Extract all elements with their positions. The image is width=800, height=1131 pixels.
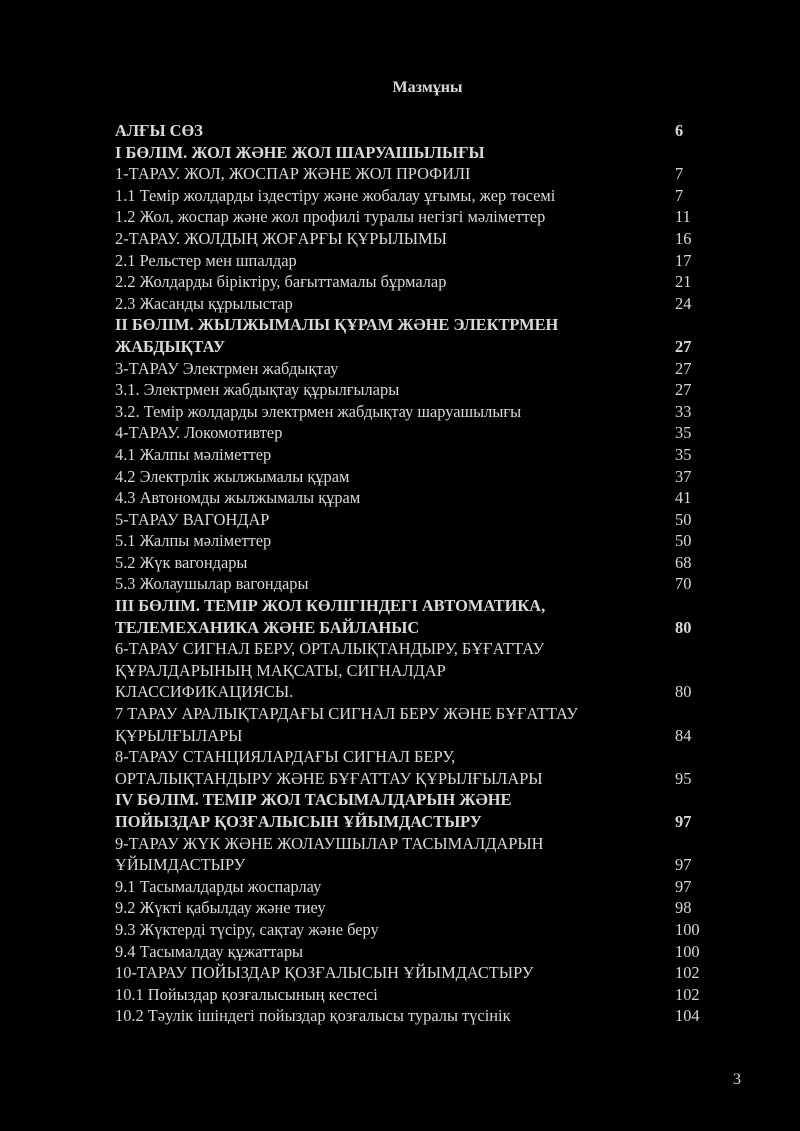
- toc-entry: [115, 379, 715, 401]
- toc-entry-title: ОРТАЛЫҚТАНДЫРУ ЖӘНЕ БҰҒАТТАУ ҚҰРЫЛҒЫЛАРЫ: [115, 768, 543, 788]
- toc-entry-title: 2.3 Жасанды құрылыстар: [115, 293, 293, 313]
- toc-entry-page: 7: [675, 185, 684, 205]
- toc-entry-page: 98: [675, 898, 692, 918]
- toc-entry-title: КЛАССИФИКАЦИЯСЫ.: [115, 682, 294, 702]
- toc-entry: [115, 789, 715, 832]
- toc-entry-page: 97: [675, 855, 692, 875]
- toc-entry-page: 21: [675, 272, 692, 292]
- toc-entry-page: 50: [675, 531, 692, 551]
- toc-entry-title: ТЕЛЕМЕХАНИКА ЖӘНЕ БАЙЛАНЫС: [115, 617, 420, 637]
- toc-entry: [115, 573, 715, 595]
- toc-entry-page: 80: [675, 682, 692, 702]
- toc-entry-page: 11: [675, 207, 691, 227]
- toc-entry: [115, 962, 715, 984]
- toc-entry: [115, 638, 715, 703]
- toc-entry-title: 10.2 Тәулік ішіндегі пойыздар қозғалысы туралы түсінік: [115, 1006, 511, 1026]
- toc-entry: [115, 401, 715, 423]
- toc-entry-title: 2-ТАРАУ. ЖОЛДЫҢ ЖОҒАРҒЫ ҚҰРЫЛЫМЫ: [115, 228, 447, 248]
- toc-entry: [115, 876, 715, 898]
- toc-entry-page: 27: [675, 358, 692, 378]
- toc-entry-page: 97: [675, 812, 692, 831]
- toc-entry: [115, 250, 715, 272]
- toc-entry-title: 1.1 Темір жолдарды іздестіру және жобалау ұғымы, жер төсемі: [115, 185, 556, 205]
- toc-entry-page: 70: [675, 574, 692, 594]
- toc-entry: [115, 163, 715, 185]
- toc-entry-page: 80: [675, 617, 692, 637]
- toc-entry-title: 9.2 Жүкті қабылдау және тиеу: [115, 898, 326, 918]
- toc-entry-page: 17: [675, 250, 692, 270]
- toc-entry-title: ПОЙЫЗДАР ҚОЗҒАЛЫСЫН ҰЙЫМДАСТЫРУ: [115, 812, 482, 831]
- toc-entry: [115, 358, 715, 380]
- toc-entry-title: 4.1 Жалпы мәліметтер: [115, 444, 272, 464]
- toc-entry-title: 7 ТАРАУ АРАЛЫҚТАРДАҒЫ СИГНАЛ БЕРУ ЖӘНЕ БҰҒАТТАУ: [115, 704, 579, 724]
- toc-entry: [115, 552, 715, 574]
- toc-entry-title: 10-ТАРАУ ПОЙЫЗДАР ҚОЗҒАЛЫСЫН ҰЙЫМДАСТЫРУ: [115, 963, 534, 983]
- toc-entry: [115, 444, 715, 466]
- toc-entry-title: 8-ТАРАУ СТАНЦИЯЛАРДАҒЫ СИГНАЛ БЕРУ,: [115, 747, 456, 767]
- toc-entry-title: АЛҒЫ СӨЗ: [115, 121, 203, 140]
- toc-entry: [115, 530, 715, 552]
- toc-entry-title: 5.3 Жолаушылар вагондары: [115, 574, 309, 594]
- toc-entry: [115, 142, 715, 164]
- toc-entry: [115, 595, 715, 638]
- toc-entry-page: 7: [675, 164, 684, 184]
- toc-entry: [115, 919, 715, 941]
- toc-entry: [115, 746, 715, 789]
- toc-entry-title: 9.3 Жүктерді түсіру, сақтау және беру: [115, 919, 379, 939]
- toc-entry: [115, 185, 715, 207]
- toc-entry-title: 9.1 Тасымалдарды жоспарлау: [115, 876, 322, 896]
- toc-entry-page: 27: [675, 336, 692, 356]
- toc-entry-page: 24: [675, 293, 692, 313]
- toc-entry: [115, 1005, 715, 1027]
- toc-entry: [115, 509, 715, 531]
- toc-entry-title: 3.1. Электрмен жабдықтау құрылғылары: [115, 380, 400, 400]
- toc-entry-title: 9.4 Тасымалдау құжаттары: [115, 941, 304, 961]
- toc-entry-page: 100: [675, 941, 700, 961]
- toc-entry-title: 10.1 Пойыздар қозғалысының кестесі: [115, 984, 378, 1004]
- toc-entry: [115, 984, 715, 1006]
- toc-entry-page: 27: [675, 380, 692, 400]
- toc-entry: [115, 228, 715, 250]
- toc-entry: [115, 271, 715, 293]
- toc-entry-page: 37: [675, 466, 692, 486]
- toc-entry-title: 3-ТАРАУ Электрмен жабдықтау: [115, 358, 339, 378]
- toc-entry-title: 2.1 Рельстер мен шпалдар: [115, 250, 297, 270]
- toc-entry: [115, 466, 715, 488]
- table-of-contents: [115, 120, 715, 1027]
- toc-entry: [115, 422, 715, 444]
- toc-entry: [115, 941, 715, 963]
- toc-entry: [115, 120, 715, 142]
- toc-entry: [115, 206, 715, 228]
- toc-entry-title: ҰЙЫМДАСТЫРУ: [115, 855, 246, 875]
- toc-entry-page: 95: [675, 768, 692, 788]
- toc-entry: [115, 293, 715, 315]
- toc-entry-page: 50: [675, 509, 692, 529]
- toc-entry-title: 4.3 Автономды жылжымалы құрам: [115, 488, 361, 508]
- toc-entry: [115, 833, 715, 876]
- toc-entry-title: 3.2. Темір жолдарды электрмен жабдықтау шаруашылығы: [115, 401, 522, 421]
- toc-entry-page: 102: [675, 963, 700, 983]
- toc-entry-title: ЖАБДЫҚТАУ: [115, 336, 226, 356]
- toc-entry: [115, 897, 715, 919]
- toc-entry-title: 2.2 Жолдарды біріктіру, бағыттамалы бұрмалар: [115, 272, 447, 292]
- toc-entry-page: 84: [675, 725, 692, 745]
- toc-entry-title: 4-ТАРАУ. Локомотивтер: [115, 423, 283, 443]
- page-title: Мазмұны: [392, 79, 463, 96]
- toc-entry-title: 5.1 Жалпы мәліметтер: [115, 531, 272, 551]
- page-number: 3: [733, 1071, 741, 1088]
- toc-entry-title: IV БӨЛІМ. ТЕМІР ЖОЛ ТАСЫМАЛДАРЫН ЖӘНЕ: [115, 790, 512, 810]
- toc-entry-page: 68: [675, 552, 692, 572]
- toc-entry-title: 5.2 Жүк вагондары: [115, 552, 248, 572]
- toc-entry-title: 4.2 Электрлік жылжымалы құрам: [115, 466, 350, 486]
- toc-entry-page: 35: [675, 444, 692, 464]
- toc-entry-page: 35: [675, 423, 692, 443]
- toc-entry-title: III БӨЛІМ. ТЕМІР ЖОЛ КӨЛІГІНДЕГІ АВТОМАТИКА,: [115, 596, 546, 616]
- toc-entry: [115, 703, 715, 746]
- toc-entry-page: 102: [675, 984, 700, 1004]
- toc-entry-title: ҚҰРЫЛҒЫЛАРЫ: [115, 725, 243, 745]
- toc-entry-title: I БӨЛІМ. ЖОЛ ЖӘНЕ ЖОЛ ШАРУАШЫЛЫҒЫ: [115, 142, 485, 162]
- toc-entry-page: 104: [675, 1006, 700, 1026]
- toc-entry-page: 16: [675, 228, 692, 248]
- toc-entry-title: II БӨЛІМ. ЖЫЛЖЫМАЛЫ ҚҰРАМ ЖӘНЕ ЭЛЕКТРМЕН: [115, 315, 559, 335]
- toc-entry-title: 5-ТАРАУ ВАГОНДАР: [115, 509, 270, 529]
- toc-entry-title: 9-ТАРАУ ЖҮК ЖӘНЕ ЖОЛАУШЫЛАР ТАСЫМАЛДАРЫН: [115, 833, 544, 853]
- toc-entry-page: 6: [675, 121, 684, 140]
- toc-entry-title: 1.2 Жол, жоспар және жол профилі туралы негізгі мәліметтер: [115, 207, 546, 227]
- toc-entry-page: 97: [675, 876, 692, 896]
- toc-entry-title: ҚҰРАЛДАРЫНЫҢ МАҚСАТЫ, СИГНАЛДАР: [115, 660, 446, 680]
- toc-entry-page: 33: [675, 401, 692, 421]
- toc-entry-page: 41: [675, 488, 692, 508]
- toc-entry: [115, 314, 715, 357]
- toc-entry: [115, 487, 715, 509]
- toc-entry-page: 100: [675, 919, 700, 939]
- toc-entry-title: 6-ТАРАУ СИГНАЛ БЕРУ, ОРТАЛЫҚТАНДЫРУ, БҰҒАТТАУ: [115, 639, 545, 659]
- toc-entry-title: 1-ТАРАУ. ЖОЛ, ЖОСПАР ЖӘНЕ ЖОЛ ПРОФИЛІ: [115, 164, 471, 184]
